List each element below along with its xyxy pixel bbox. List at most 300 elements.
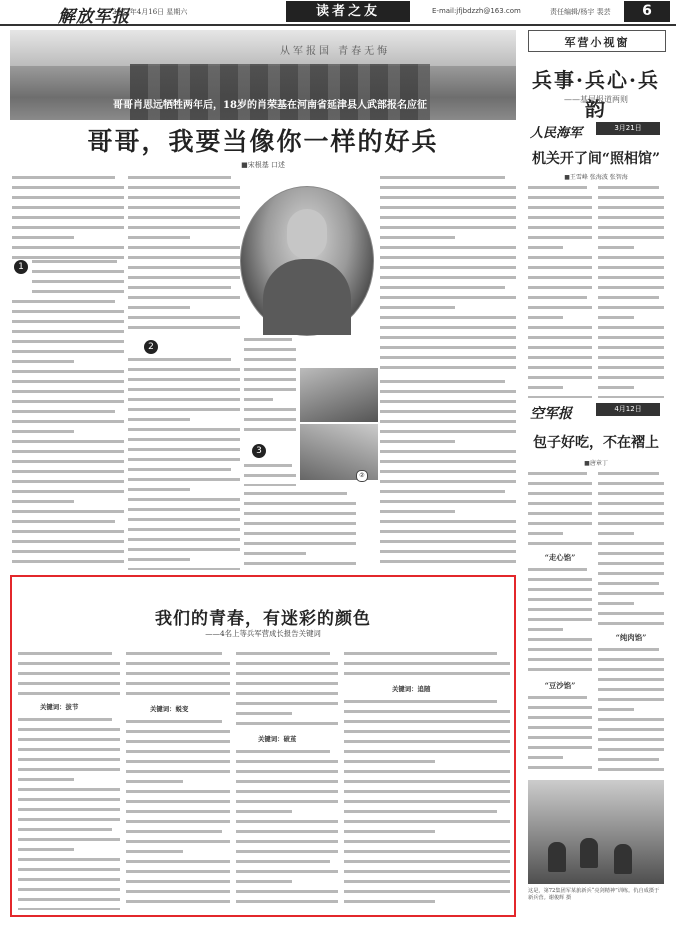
text-line	[528, 726, 592, 734]
text-line	[12, 310, 124, 318]
text-line	[128, 216, 240, 224]
source-logo-airforce: 空军报	[530, 406, 572, 422]
text-line	[12, 380, 124, 388]
bottom-col3-b	[236, 748, 338, 910]
text-line	[528, 286, 592, 294]
photo-slogan: 从军报国 青春无悔	[280, 46, 391, 57]
text-line	[12, 350, 124, 358]
text-line	[598, 206, 664, 214]
text-line	[380, 216, 516, 224]
text-line	[12, 360, 124, 368]
text-line	[344, 870, 510, 878]
text-line	[128, 488, 240, 496]
text-line	[18, 858, 120, 866]
text-line	[236, 900, 338, 908]
text-line	[18, 898, 120, 906]
text-line	[380, 380, 516, 388]
text-line	[236, 662, 338, 670]
text-line	[12, 196, 124, 204]
text-line	[18, 682, 120, 690]
lead-byline: ■宋根基 口述	[241, 161, 285, 169]
text-line	[598, 286, 664, 294]
text-line	[598, 356, 664, 364]
photo-wall	[10, 30, 516, 66]
text-line	[528, 296, 592, 304]
text-line	[598, 668, 664, 676]
text-line	[528, 196, 592, 204]
text-line	[128, 548, 240, 556]
text-line	[598, 336, 664, 344]
text-line	[598, 256, 664, 264]
text-line	[236, 760, 338, 768]
text-line	[528, 706, 592, 714]
text-line	[598, 718, 664, 726]
text-line	[380, 286, 516, 294]
text-line	[380, 326, 516, 334]
lead-body-col1-b	[32, 258, 124, 298]
lead-body-col2-b	[128, 356, 240, 570]
text-line	[236, 840, 338, 848]
text-line	[598, 366, 664, 374]
item2-body-col2-b	[598, 646, 664, 776]
text-line	[598, 552, 664, 560]
text-line	[126, 720, 230, 728]
text-line	[12, 246, 124, 254]
text-line	[598, 688, 664, 696]
text-line	[528, 766, 592, 774]
text-line	[528, 542, 592, 550]
text-line	[344, 770, 510, 778]
text-line	[344, 890, 510, 898]
text-line	[236, 682, 338, 690]
item1-body-col1	[528, 184, 592, 398]
text-line	[126, 652, 230, 660]
text-line	[18, 748, 120, 756]
item2-body-col1-c	[528, 694, 592, 776]
item2-title: 包子好吃，不在褶上	[533, 435, 659, 451]
text-line	[12, 440, 124, 448]
text-line	[32, 280, 124, 288]
text-line	[344, 730, 510, 738]
text-line	[380, 440, 516, 448]
text-line	[128, 458, 240, 466]
editor-credits: 责任编辑/杨宇 裴芸	[550, 8, 611, 16]
text-line	[244, 464, 296, 472]
text-line	[380, 186, 516, 194]
text-line	[12, 320, 124, 328]
contact-email: E-mail:jfjbdzzh@163.com	[432, 7, 521, 15]
text-line	[236, 652, 338, 660]
text-line	[528, 236, 592, 244]
text-line	[528, 482, 592, 490]
text-line	[128, 236, 240, 244]
text-line	[126, 860, 230, 868]
text-line	[344, 790, 510, 798]
text-line	[380, 266, 516, 274]
text-line	[380, 256, 516, 264]
text-line	[126, 740, 230, 748]
bottom-col3-a	[236, 650, 338, 730]
text-line	[528, 376, 592, 384]
text-line	[32, 290, 124, 298]
text-line	[598, 316, 664, 324]
text-line	[12, 500, 124, 508]
text-line	[18, 768, 120, 776]
text-line	[380, 410, 516, 418]
text-line	[126, 770, 230, 778]
text-line	[126, 820, 230, 828]
text-line	[18, 828, 120, 836]
text-line	[380, 346, 516, 354]
text-line	[598, 482, 664, 490]
text-line	[344, 760, 510, 768]
text-line	[598, 296, 664, 304]
text-line	[528, 306, 592, 314]
text-line	[380, 540, 516, 548]
page-number: 6	[624, 1, 670, 22]
text-line	[598, 658, 664, 666]
right-panel-banner-sub: ——基层报道两则	[564, 95, 628, 104]
soldier-figure	[614, 844, 632, 874]
text-line	[126, 810, 230, 818]
text-line	[12, 430, 124, 438]
text-line	[598, 512, 664, 520]
text-line	[12, 550, 124, 558]
text-line	[528, 648, 592, 656]
text-line	[380, 356, 516, 364]
text-line	[380, 420, 516, 428]
text-line	[244, 552, 356, 560]
text-line	[12, 470, 124, 478]
text-line	[344, 652, 510, 660]
right-panel-title: 军营小视窗	[564, 36, 630, 49]
text-line	[244, 408, 296, 416]
text-line	[380, 176, 516, 184]
text-line	[528, 186, 592, 194]
bottom-col4-b	[344, 698, 510, 910]
text-line	[18, 838, 120, 846]
text-line	[244, 378, 296, 386]
text-line	[128, 398, 240, 406]
text-line	[528, 356, 592, 364]
text-line	[128, 518, 240, 526]
lead-photo	[10, 30, 516, 120]
text-line	[12, 480, 124, 488]
text-line	[12, 540, 124, 548]
text-line	[244, 532, 356, 540]
text-line	[126, 890, 230, 898]
text-line	[598, 532, 664, 540]
text-line	[12, 490, 124, 498]
text-line	[18, 738, 120, 746]
text-line	[12, 510, 124, 518]
text-line	[244, 368, 296, 376]
text-line	[598, 276, 664, 284]
text-line	[528, 628, 592, 636]
bottom-subtitle: ——4名上等兵军营成长报告关键词	[205, 629, 321, 638]
text-line	[598, 266, 664, 274]
issue-date: 2022年4月16日 星期六	[112, 8, 188, 16]
text-line	[380, 510, 516, 518]
text-line	[12, 236, 124, 244]
text-line	[528, 638, 592, 646]
text-line	[528, 266, 592, 274]
text-line	[244, 512, 356, 520]
text-line	[528, 668, 592, 676]
text-line	[598, 502, 664, 510]
text-line	[18, 662, 120, 670]
right-panel-header	[528, 30, 666, 52]
text-line	[598, 768, 664, 776]
text-line	[126, 780, 230, 788]
text-line	[344, 810, 510, 818]
text-line	[32, 270, 124, 278]
text-line	[12, 300, 124, 308]
bottom-col2-a	[126, 650, 230, 700]
training-photo-1	[300, 368, 378, 422]
text-line	[128, 266, 240, 274]
soldiers-training-photo	[528, 780, 664, 884]
text-line	[528, 276, 592, 284]
soldier-figure	[548, 842, 566, 872]
item2-body-col1-a	[528, 470, 592, 550]
text-line	[128, 358, 240, 366]
text-line	[236, 770, 338, 778]
text-line	[236, 692, 338, 700]
text-line	[128, 418, 240, 426]
text-line	[18, 652, 120, 660]
text-line	[244, 474, 296, 482]
text-line	[380, 530, 516, 538]
subhead-chunrou: “纯肉馅”	[615, 633, 647, 642]
subhead-dousha: “豆沙馅”	[544, 681, 576, 690]
text-line	[528, 568, 592, 576]
text-line	[598, 708, 664, 716]
text-line	[244, 562, 356, 570]
text-line	[598, 612, 664, 620]
text-line	[598, 396, 664, 398]
text-line	[128, 176, 240, 184]
text-line	[244, 418, 296, 426]
text-line	[18, 818, 120, 826]
text-line	[598, 728, 664, 736]
text-line	[126, 692, 230, 700]
text-line	[236, 870, 338, 878]
text-line	[236, 880, 338, 888]
soldier-portrait	[240, 186, 374, 336]
bottom-col1	[18, 716, 120, 910]
text-line	[598, 698, 664, 706]
text-line	[244, 502, 356, 510]
text-line	[380, 316, 516, 324]
text-line	[380, 226, 516, 234]
text-line	[598, 572, 664, 580]
text-line	[12, 460, 124, 468]
text-line	[380, 500, 516, 508]
subhead-zouxin: “走心馅”	[544, 553, 576, 562]
text-line	[128, 368, 240, 376]
text-line	[18, 728, 120, 736]
text-line	[380, 196, 516, 204]
text-line	[380, 450, 516, 458]
text-line	[380, 366, 516, 374]
lead-body-col3-b	[244, 462, 296, 486]
text-line	[128, 428, 240, 436]
text-line	[598, 246, 664, 254]
text-line	[236, 890, 338, 898]
text-line	[236, 722, 338, 730]
text-line	[598, 216, 664, 224]
text-line	[126, 730, 230, 738]
text-line	[528, 502, 592, 510]
text-line	[12, 390, 124, 398]
text-line	[126, 870, 230, 878]
text-line	[528, 608, 592, 616]
text-line	[236, 702, 338, 710]
text-line	[128, 558, 240, 566]
text-line	[598, 346, 664, 354]
text-line	[598, 562, 664, 570]
text-line	[12, 450, 124, 458]
item1-date: 3月21日	[596, 122, 660, 135]
text-line	[598, 592, 664, 600]
item1-title: 机关开了间“照相馆”	[531, 151, 661, 167]
text-line	[244, 388, 296, 396]
keyword-pojian: 关键词：破茧	[258, 735, 297, 743]
text-line	[528, 716, 592, 724]
item2-body-col2-a	[598, 470, 664, 630]
text-line	[380, 430, 516, 438]
text-line	[528, 396, 592, 398]
lead-body-col3-c	[244, 490, 356, 570]
text-line	[126, 760, 230, 768]
text-line	[236, 810, 338, 818]
text-line	[244, 348, 296, 356]
text-line	[598, 236, 664, 244]
lead-body-col4-a	[380, 174, 516, 374]
text-line	[18, 778, 120, 786]
text-line	[12, 226, 124, 234]
text-line	[128, 388, 240, 396]
text-line	[12, 370, 124, 378]
text-line	[128, 296, 240, 304]
text-line	[380, 296, 516, 304]
text-line	[528, 256, 592, 264]
text-line	[18, 888, 120, 896]
text-line	[126, 900, 230, 908]
text-line	[128, 276, 240, 284]
text-line	[380, 276, 516, 284]
text-line	[528, 696, 592, 704]
text-line	[128, 478, 240, 486]
text-line	[344, 830, 510, 838]
text-line	[32, 260, 124, 268]
item2-body-col1-b	[528, 566, 592, 678]
text-line	[344, 700, 510, 708]
text-line	[128, 498, 240, 506]
text-line	[528, 226, 592, 234]
text-line	[128, 316, 240, 324]
text-line	[598, 226, 664, 234]
text-line	[344, 840, 510, 848]
newspaper-logo: 解放军报	[58, 7, 130, 27]
photo-people	[130, 64, 430, 120]
text-line	[528, 578, 592, 586]
text-line	[380, 520, 516, 528]
text-line	[126, 750, 230, 758]
text-line	[528, 346, 592, 354]
text-line	[344, 710, 510, 718]
text-line	[128, 196, 240, 204]
source-logo-navy: 人民海军	[530, 126, 583, 141]
masthead	[0, 0, 676, 26]
text-line	[12, 400, 124, 408]
text-line	[12, 530, 124, 538]
text-line	[18, 908, 120, 910]
item2-date: 4月12日	[596, 403, 660, 416]
text-line	[126, 830, 230, 838]
text-line	[236, 780, 338, 788]
text-line	[244, 484, 296, 486]
text-line	[344, 740, 510, 748]
keyword-bajie: 关键词：拔节	[40, 703, 79, 711]
text-line	[244, 338, 296, 346]
text-line	[126, 790, 230, 798]
text-line	[598, 748, 664, 756]
text-line	[380, 390, 516, 398]
text-line	[18, 878, 120, 886]
text-line	[126, 840, 230, 848]
text-line	[528, 216, 592, 224]
lead-body-col3-a	[244, 336, 296, 436]
text-line	[18, 808, 120, 816]
text-line	[598, 522, 664, 530]
text-line	[126, 880, 230, 888]
text-line	[528, 386, 592, 394]
text-line	[128, 226, 240, 234]
text-line	[18, 788, 120, 796]
lead-body-col4-b	[380, 378, 516, 570]
text-line	[528, 532, 592, 540]
text-line	[12, 340, 124, 348]
text-line	[528, 658, 592, 666]
text-line	[528, 588, 592, 596]
text-line	[528, 336, 592, 344]
text-line	[528, 746, 592, 754]
text-line	[244, 492, 356, 500]
text-line	[12, 216, 124, 224]
text-line	[128, 538, 240, 546]
item2-byline: ■唐章丁	[584, 460, 608, 467]
section-number-2: 2	[144, 340, 158, 354]
text-line	[18, 798, 120, 806]
text-line	[380, 206, 516, 214]
text-line	[598, 738, 664, 746]
text-line	[528, 492, 592, 500]
text-line	[380, 490, 516, 498]
bottom-intro	[18, 650, 120, 698]
text-line	[128, 246, 240, 254]
text-line	[12, 410, 124, 418]
portrait-head	[287, 209, 327, 259]
section-number-3: 3	[252, 444, 266, 458]
text-line	[598, 376, 664, 384]
text-line	[380, 460, 516, 468]
text-line	[236, 750, 338, 758]
text-line	[528, 598, 592, 606]
text-line	[128, 186, 240, 194]
text-line	[12, 520, 124, 528]
